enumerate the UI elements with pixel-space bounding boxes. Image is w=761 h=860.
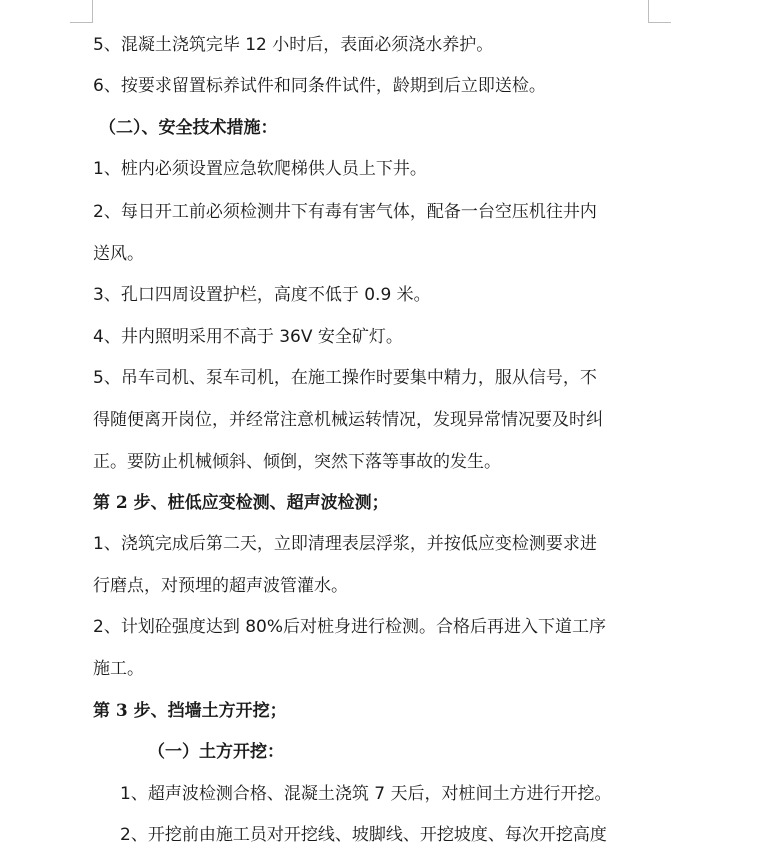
text-line-excavation-lines: 2、开挖前由施工员对开挖线、坡脚线、开挖坡度、每次开挖高度 [120,825,607,845]
text-line-excavation-start: 1、超声波检测合格、混凝土浇筑 7 天后，对桩间土方进行开挖。 [120,784,612,804]
section-heading-safety-measures: （二）、安全技术措施： [99,118,278,138]
text-line-gas-detection-cont: 送风。 [93,244,144,264]
text-line-ladder: 1、桩内必须设置应急软爬梯供人员上下井。 [93,159,427,179]
text-line-gas-detection: 2、每日开工前必须检测井下有毒有害气体，配备一台空压机往井内 [93,202,597,222]
text-line-strength-test-cont: 施工。 [93,659,144,679]
text-line-guardrail: 3、孔口四周设置护栏，高度不低于 0.9 米。 [93,285,431,305]
subsection-heading-earthwork: （一）土方开挖： [148,742,284,762]
step-heading-3: 第 3 步、挡墙土方开挖； [93,701,287,721]
text-line-surface-cleaning: 1、浇筑完成后第二天，立即清理表层浮浆，并按低应变检测要求进 [93,534,597,554]
text-line-surface-cleaning-cont: 行磨点，对预埋的超声波管灌水。 [93,576,348,596]
margin-corner-mark-left [70,0,93,23]
text-line-crane-operators-cont: 得随便离开岗位，并经常注意机械运转情况，发现异常情况要及时纠 [93,410,603,430]
text-line-strength-test: 2、计划砼强度达到 80%后对桩身进行检测。合格后再进入下道工序 [93,617,607,637]
text-line-curing: 5、混凝土浇筑完毕 12 小时后，表面必须浇水养护。 [93,35,494,55]
text-line-test-specimens: 6、按要求留置标养试件和同条件试件，龄期到后立即送检。 [93,76,546,96]
step-heading-2: 第 2 步、桩低应变检测、超声波检测； [93,493,389,513]
text-line-crane-operators: 5、吊车司机、泵车司机，在施工操作时要集中精力，服从信号，不 [93,368,597,388]
text-line-crane-operators-end: 正。要防止机械倾斜、倾倒，突然下落等事故的发生。 [93,452,501,472]
text-line-lighting: 4、井内照明采用不高于 36V 安全矿灯。 [93,327,403,347]
margin-corner-mark-right [648,0,671,23]
